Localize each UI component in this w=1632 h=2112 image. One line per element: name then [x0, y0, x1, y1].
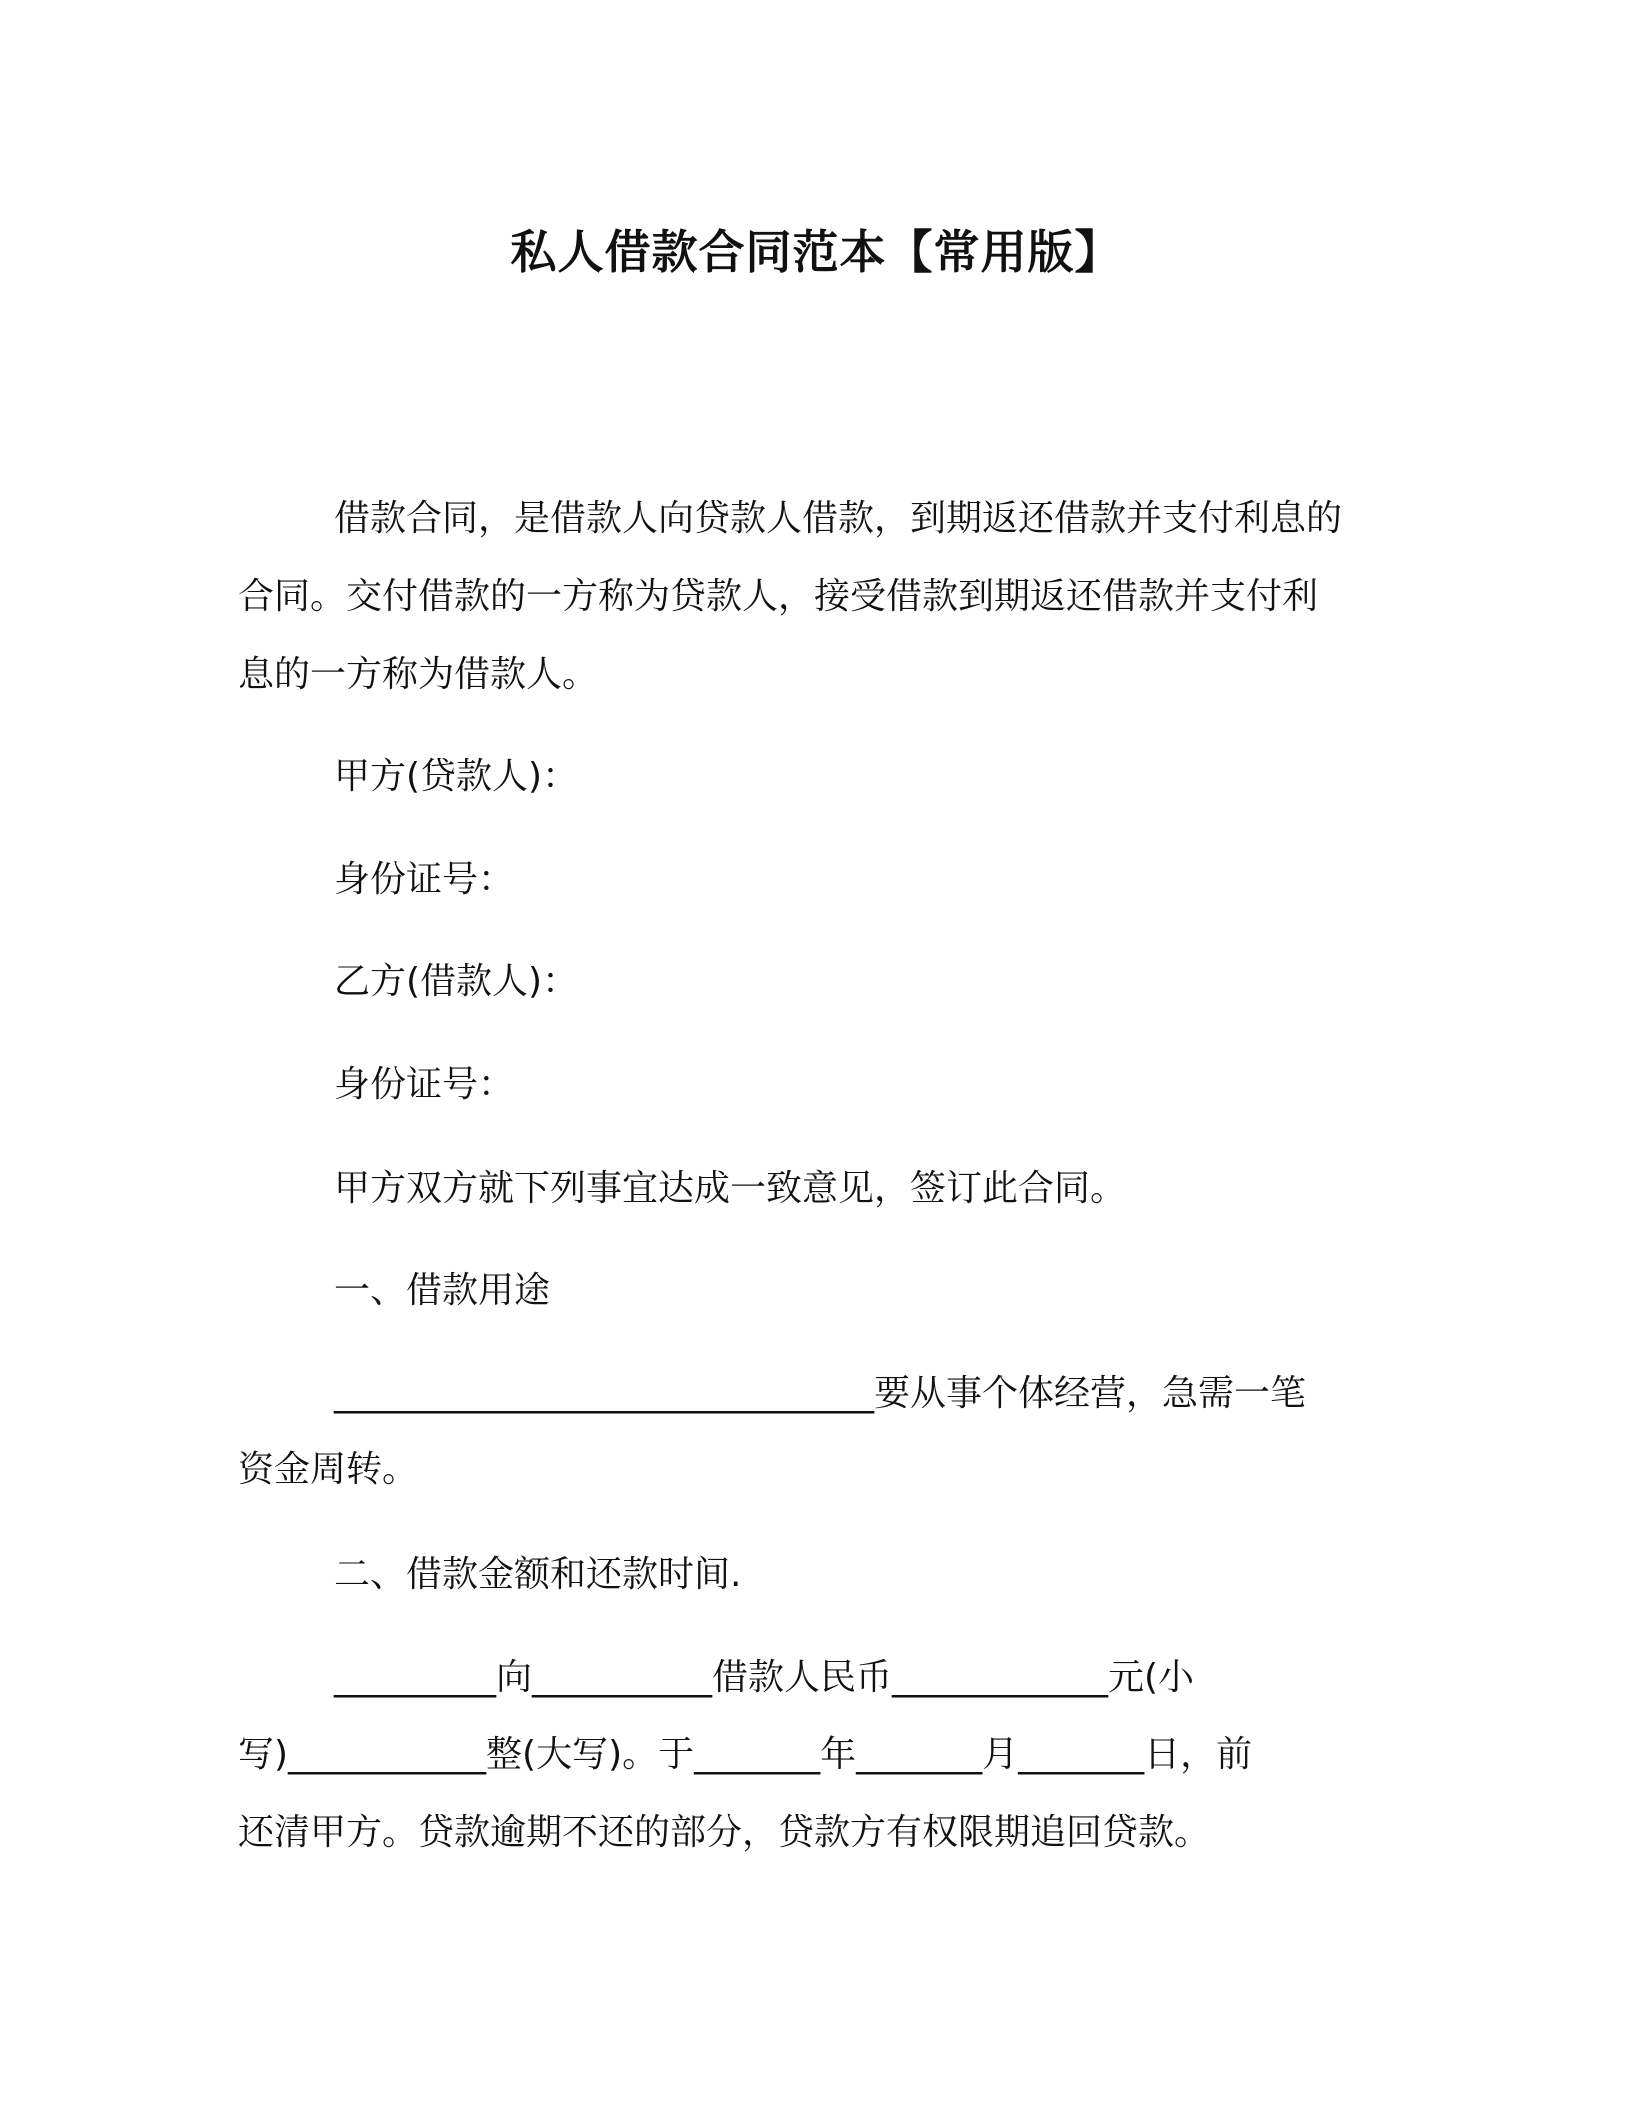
section-2-line-3: 还清甲方。贷款逾期不还的部分，贷款方有权限期追回贷款。 [238, 1812, 1211, 1853]
agreement-statement: 甲方双方就下列事宜达成一致意见，签订此合同。 [334, 1168, 1127, 1209]
party-a-id-label: 身份证号： [334, 859, 515, 900]
intro-line-3: 息的一方称为借款人。 [238, 654, 599, 695]
section-1-heading: 一、借款用途 [334, 1270, 551, 1311]
intro-line-1: 借款合同，是借款人向贷款人借款，到期返还借款并支付利息的 [334, 498, 1343, 539]
party-b-id-label: 身份证号： [334, 1064, 515, 1105]
party-b-label: 乙方(借款人)： [334, 961, 579, 1002]
section-1-line-1: ______________________________要从事个体经营，急需一笔 [334, 1373, 1307, 1414]
section-2-line-2: 写)___________整(大写)。于_______年_______月_______日，前 [238, 1734, 1253, 1775]
party-a-label: 甲方(贷款人)： [334, 756, 579, 797]
intro-line-2: 合同。交付借款的一方称为贷款人，接受借款到期返还借款并支付利 [238, 576, 1319, 617]
document-title: 私人借款合同范本【常用版】 [510, 225, 1122, 279]
section-2-line-1: _________向__________借款人民币____________元(小 [334, 1657, 1195, 1698]
section-1-line-2: 资金周转。 [238, 1449, 419, 1490]
section-2-heading: 二、借款金额和还款时间. [334, 1554, 742, 1595]
